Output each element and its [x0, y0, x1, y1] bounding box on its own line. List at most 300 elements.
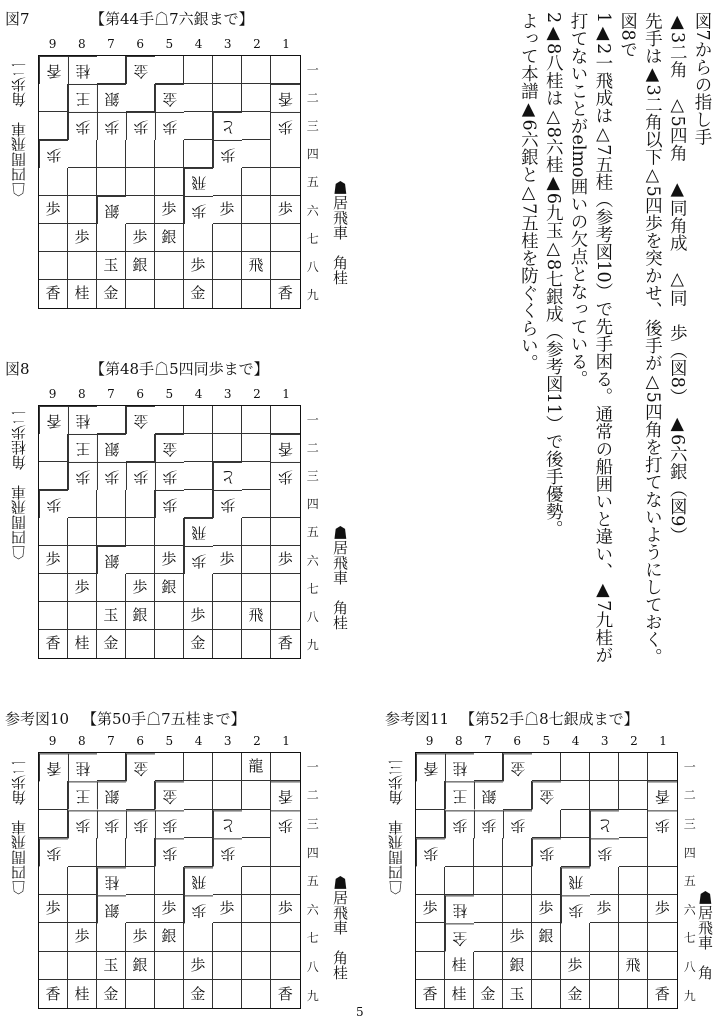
board-square — [213, 280, 242, 308]
rank-labels — [305, 405, 321, 659]
board-piece: 歩 — [474, 810, 503, 838]
file-label: 7 — [107, 734, 115, 748]
board-piece: 歩 — [445, 810, 474, 838]
board-square — [242, 462, 271, 490]
commentary-line: 1▲2一飛成は△7五桂（参考図10）で先手困る。通常の船囲いと違い、▲7九桂が — [592, 12, 613, 664]
board-square — [39, 781, 68, 809]
board-square — [97, 56, 126, 84]
board-square — [474, 952, 503, 980]
board-square — [590, 781, 619, 809]
board-square — [648, 952, 677, 980]
board-piece: 飛 — [184, 867, 213, 895]
board-square — [126, 168, 155, 196]
board-square — [503, 867, 532, 895]
board-square — [271, 140, 300, 168]
board-piece: 歩 — [126, 810, 155, 838]
board-square — [155, 630, 184, 658]
board-square — [184, 490, 213, 518]
board-piece: 歩 — [184, 546, 213, 574]
board-square — [184, 406, 213, 434]
gote-hand: ☖四間飛車 角歩三 — [387, 760, 405, 895]
board-piece: 歩 — [184, 196, 213, 224]
board-square — [97, 753, 126, 781]
board-square — [242, 895, 271, 923]
gote-hand: ☖四間飛車 角桂歩二 — [10, 410, 28, 560]
file-label: 9 — [48, 37, 57, 51]
board-piece: 歩 — [39, 546, 68, 574]
board-piece: と — [213, 810, 242, 838]
rank-label: 三 — [306, 816, 319, 831]
board-piece: 桂 — [445, 895, 474, 923]
board-square — [97, 406, 126, 434]
file-label: 7 — [107, 387, 115, 401]
sente-hand: ☗居飛車 角桂 — [331, 180, 349, 285]
board-square — [184, 810, 213, 838]
board-square — [271, 923, 300, 951]
board-square — [242, 434, 271, 462]
board-square — [68, 168, 97, 196]
board-square — [184, 112, 213, 140]
board-square — [213, 630, 242, 658]
board-square — [68, 252, 97, 280]
board-square — [271, 867, 300, 895]
board-square — [126, 490, 155, 518]
file-label: 7 — [107, 37, 115, 51]
rank-label: 五 — [683, 874, 696, 889]
board-piece: 香 — [271, 84, 300, 112]
shogi-board — [415, 752, 678, 1009]
board-piece: 香 — [271, 434, 300, 462]
file-label: 2 — [630, 734, 638, 748]
board-square — [213, 224, 242, 252]
rank-label: 二 — [306, 90, 319, 105]
board-square — [39, 434, 68, 462]
board-square — [68, 196, 97, 224]
file-label: 9 — [48, 387, 57, 401]
board-square — [155, 867, 184, 895]
board-square — [39, 252, 68, 280]
board-square — [242, 518, 271, 546]
board-square — [590, 923, 619, 951]
board-square — [590, 753, 619, 781]
file-label: 9 — [425, 734, 434, 748]
board-square — [97, 168, 126, 196]
file-label: 5 — [542, 734, 551, 748]
board-square — [213, 56, 242, 84]
file-label: 4 — [571, 734, 580, 748]
board-square — [68, 867, 97, 895]
board-piece: 歩 — [68, 224, 97, 252]
board-piece: 歩 — [68, 462, 97, 490]
board-square — [590, 952, 619, 980]
board-square — [126, 518, 155, 546]
board-square — [474, 895, 503, 923]
board-piece: 歩 — [590, 838, 619, 866]
board-piece: 金 — [126, 56, 155, 84]
rank-label: 一 — [306, 759, 319, 774]
board-square — [155, 980, 184, 1008]
board-piece: 歩 — [561, 952, 590, 980]
board-square — [213, 434, 242, 462]
board-piece: 歩 — [68, 810, 97, 838]
board-square — [184, 462, 213, 490]
board-square — [242, 280, 271, 308]
board-square — [97, 140, 126, 168]
board-square — [271, 838, 300, 866]
commentary-line: ▲3二角 △5四角 ▲同角成 △同 歩（図8） ▲6六銀（図9） — [667, 12, 688, 544]
rank-label: 六 — [683, 902, 696, 917]
board-square — [242, 546, 271, 574]
board-piece: 金 — [184, 280, 213, 308]
board-piece: 歩 — [213, 895, 242, 923]
board-square — [474, 923, 503, 951]
board-square — [271, 602, 300, 630]
sente-hand: ☗居飛車 角 — [696, 890, 714, 980]
board-square — [126, 867, 155, 895]
file-label: 2 — [253, 37, 261, 51]
board-square — [271, 168, 300, 196]
board-square — [648, 838, 677, 866]
board-square — [532, 810, 561, 838]
board-piece: 歩 — [503, 923, 532, 951]
board-square — [97, 574, 126, 602]
rank-label: 四 — [306, 147, 319, 162]
file-label: 6 — [136, 37, 144, 51]
rank-label: 七 — [306, 931, 319, 946]
board-piece: 金 — [155, 84, 184, 112]
file-label: 4 — [194, 37, 203, 51]
board-square — [242, 630, 271, 658]
board-piece: 香 — [416, 753, 445, 781]
rank-label: 二 — [306, 788, 319, 803]
board-piece: と — [590, 810, 619, 838]
board-piece: 歩 — [126, 224, 155, 252]
board-square — [590, 980, 619, 1008]
diagram-title: 【第44手☖7六銀まで】 — [90, 10, 254, 28]
board-square — [242, 196, 271, 224]
board-piece: 銀 — [97, 895, 126, 923]
rank-label: 九 — [306, 638, 319, 653]
board-square — [242, 574, 271, 602]
board-square — [213, 406, 242, 434]
board-square — [445, 838, 474, 866]
board-piece: 金 — [184, 630, 213, 658]
rank-labels — [305, 55, 321, 309]
board-piece: 王 — [68, 434, 97, 462]
board-piece: 歩 — [561, 895, 590, 923]
file-label: 1 — [282, 37, 290, 51]
board-square — [561, 923, 590, 951]
gote-hand: ☖四間飛車 角歩二 — [10, 760, 28, 895]
board-square — [155, 602, 184, 630]
board-piece: 銀 — [155, 923, 184, 951]
board-square — [39, 112, 68, 140]
file-label: 9 — [48, 734, 57, 748]
rank-label: 六 — [306, 553, 319, 568]
board-piece: 桂 — [97, 867, 126, 895]
board-square — [213, 518, 242, 546]
board-piece: 玉 — [503, 980, 532, 1008]
rank-label: 四 — [683, 845, 696, 860]
board-square — [242, 112, 271, 140]
board-piece: 金 — [561, 980, 590, 1008]
board-square — [155, 56, 184, 84]
file-label: 8 — [77, 37, 86, 51]
board-piece: 歩 — [213, 490, 242, 518]
board-square — [619, 980, 648, 1008]
board-square — [242, 980, 271, 1008]
board-square — [39, 867, 68, 895]
file-label: 4 — [194, 387, 203, 401]
rank-label: 七 — [683, 931, 696, 946]
board-square — [474, 838, 503, 866]
rank-label: 七 — [306, 231, 319, 246]
board-piece: 歩 — [126, 574, 155, 602]
board-square — [155, 952, 184, 980]
board-piece: 歩 — [503, 810, 532, 838]
sente-hand: ☗居飛車 角桂 — [331, 875, 349, 980]
board-piece: 歩 — [68, 923, 97, 951]
board-square — [271, 406, 300, 434]
board-piece: 桂 — [68, 980, 97, 1008]
rank-label: 一 — [306, 62, 319, 77]
board-square — [184, 224, 213, 252]
rank-label: 九 — [683, 988, 696, 1003]
board-square — [242, 406, 271, 434]
board-square — [619, 923, 648, 951]
board-piece: 香 — [416, 980, 445, 1008]
board-piece: 歩 — [416, 895, 445, 923]
board-square — [39, 84, 68, 112]
board-square — [68, 895, 97, 923]
board-piece: 飛 — [561, 867, 590, 895]
board-square — [532, 980, 561, 1008]
board-square — [184, 838, 213, 866]
file-labels — [38, 387, 301, 401]
file-label: 3 — [223, 734, 232, 748]
board-piece: 金 — [126, 753, 155, 781]
board-piece: 香 — [277, 984, 293, 1003]
board-square — [126, 980, 155, 1008]
board-square — [155, 518, 184, 546]
rank-label: 三 — [306, 468, 319, 483]
board-square — [503, 838, 532, 866]
board-piece: 桂 — [68, 406, 97, 434]
rank-labels — [305, 752, 321, 1009]
rank-label: 五 — [306, 175, 319, 190]
rank-label: 八 — [683, 959, 696, 974]
board-square — [213, 923, 242, 951]
board-square — [242, 810, 271, 838]
board-piece: 歩 — [39, 490, 68, 518]
file-label: 7 — [484, 734, 492, 748]
board-piece: 香 — [39, 980, 68, 1008]
board-piece: 香 — [39, 280, 68, 308]
board-piece: 歩 — [213, 838, 242, 866]
file-label: 2 — [253, 387, 261, 401]
file-label: 1 — [282, 734, 290, 748]
board-piece: 香 — [277, 284, 293, 303]
board-piece: 銀 — [155, 224, 184, 252]
board-square — [242, 140, 271, 168]
board-piece: 歩 — [184, 252, 213, 280]
board-piece: 桂 — [68, 56, 97, 84]
board-piece: 歩 — [155, 462, 184, 490]
board-square — [126, 546, 155, 574]
board-piece: 飛 — [619, 952, 648, 980]
board-piece: 銀 — [126, 952, 155, 980]
board-square — [68, 518, 97, 546]
board-square — [271, 753, 300, 781]
board-square — [97, 490, 126, 518]
board-piece: 金 — [155, 434, 184, 462]
board-square — [648, 923, 677, 951]
board-piece: 歩 — [271, 810, 300, 838]
board-square — [126, 84, 155, 112]
board-piece: 歩 — [155, 895, 184, 923]
board-piece: 銀 — [97, 434, 126, 462]
shogi-board — [38, 752, 301, 1009]
board-piece: 歩 — [271, 112, 300, 140]
board-square — [648, 867, 677, 895]
board-piece: 歩 — [184, 952, 213, 980]
board-square — [68, 490, 97, 518]
file-label: 3 — [223, 387, 232, 401]
board-square — [68, 140, 97, 168]
board-piece: 銀 — [97, 546, 126, 574]
board-square — [619, 810, 648, 838]
file-labels — [38, 37, 301, 51]
board-piece: と — [213, 462, 242, 490]
file-label: 5 — [165, 37, 174, 51]
board-piece: 歩 — [532, 895, 561, 923]
board-square — [213, 168, 242, 196]
board-square — [39, 952, 68, 980]
board-piece: 桂 — [445, 980, 474, 1008]
board-square — [39, 224, 68, 252]
commentary-line: 先手は▲3二角以下△5四歩を突かせ、後手が△5四角を打てないようにしておく。 — [642, 12, 663, 666]
board-square — [416, 952, 445, 980]
rank-label: 八 — [306, 609, 319, 624]
board-square — [155, 406, 184, 434]
board-piece: 銀 — [474, 781, 503, 809]
rank-label: 一 — [683, 759, 696, 774]
board-square — [619, 867, 648, 895]
board-square — [213, 867, 242, 895]
board-piece: 歩 — [126, 112, 155, 140]
board-square — [242, 168, 271, 196]
file-label: 5 — [165, 387, 174, 401]
board-piece: 銀 — [97, 781, 126, 809]
board-square — [561, 781, 590, 809]
board-piece: 歩 — [97, 462, 126, 490]
file-label: 2 — [253, 734, 261, 748]
commentary-line: 2▲8八桂は△8六桂▲6九玉△8七銀成（参考図11）で後手優勢。 — [543, 12, 564, 538]
board-square — [126, 630, 155, 658]
board-piece: 金 — [532, 781, 561, 809]
board-piece: 歩 — [39, 895, 68, 923]
board-square — [213, 980, 242, 1008]
board-square — [155, 140, 184, 168]
board-square — [155, 280, 184, 308]
board-piece: 歩 — [184, 895, 213, 923]
board-square — [242, 224, 271, 252]
board-square — [416, 781, 445, 809]
board-square — [213, 574, 242, 602]
board-piece: 香 — [654, 984, 670, 1003]
rank-label: 三 — [683, 816, 696, 831]
board-piece: 歩 — [213, 196, 242, 224]
rank-label: 二 — [683, 788, 696, 803]
board-square — [155, 252, 184, 280]
board-square — [242, 838, 271, 866]
board-piece: 銀 — [97, 84, 126, 112]
commentary-line: よって本譜▲6六銀と△7五桂を防ぐくらい。 — [518, 12, 539, 372]
board-square — [184, 781, 213, 809]
board-square — [561, 838, 590, 866]
rank-label: 五 — [306, 525, 319, 540]
board-piece: 龍 — [242, 753, 271, 781]
board-square — [416, 810, 445, 838]
board-square — [416, 923, 445, 951]
board-piece: 金 — [184, 980, 213, 1008]
board-square — [532, 753, 561, 781]
rank-label: 二 — [306, 440, 319, 455]
board-square — [532, 867, 561, 895]
board-piece: 香 — [39, 56, 68, 84]
sente-hand: ☗居飛車 角桂 — [331, 525, 349, 630]
board-piece: 歩 — [271, 895, 300, 923]
board-piece: 歩 — [213, 140, 242, 168]
file-label: 8 — [77, 387, 86, 401]
board-square — [474, 867, 503, 895]
board-square — [561, 753, 590, 781]
commentary — [430, 12, 714, 702]
diagram-title: 【第48手☖5四同歩まで】 — [90, 360, 269, 378]
file-label: 3 — [223, 37, 232, 51]
board-piece: 銀 — [155, 574, 184, 602]
board-square — [39, 462, 68, 490]
board-square — [126, 895, 155, 923]
rank-label: 一 — [306, 412, 319, 427]
board-square — [126, 196, 155, 224]
file-label: 6 — [136, 387, 144, 401]
board-square — [503, 895, 532, 923]
board-square — [184, 923, 213, 951]
board-piece: 歩 — [97, 810, 126, 838]
board-piece: 桂 — [445, 952, 474, 980]
board-square — [213, 952, 242, 980]
board-piece: 王 — [445, 781, 474, 809]
board-square — [271, 952, 300, 980]
board-piece: 歩 — [126, 923, 155, 951]
board-square — [474, 753, 503, 781]
board-square — [590, 867, 619, 895]
commentary-line: 図7からの指し手 — [692, 12, 712, 146]
board-piece: 玉 — [97, 602, 126, 630]
board-square — [242, 56, 271, 84]
board-piece: 桂 — [445, 753, 474, 781]
board-square — [39, 518, 68, 546]
board-square — [242, 923, 271, 951]
rank-label: 八 — [306, 259, 319, 274]
board-piece: 歩 — [155, 546, 184, 574]
board-piece: 金 — [97, 630, 126, 658]
board-square — [271, 518, 300, 546]
board-piece: 金 — [155, 781, 184, 809]
file-label: 3 — [600, 734, 609, 748]
rank-label: 六 — [306, 203, 319, 218]
